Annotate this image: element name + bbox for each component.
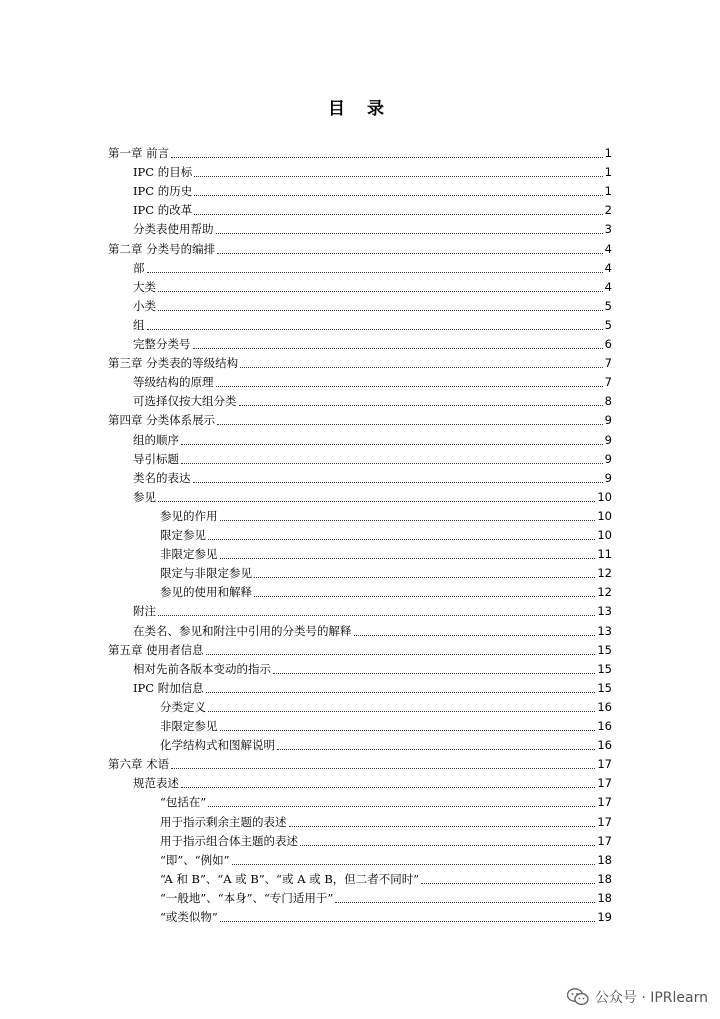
toc-entry-page: 18 bbox=[597, 871, 612, 886]
dot-leader bbox=[171, 157, 603, 158]
toc-entry[interactable] bbox=[133, 679, 612, 698]
toc-entry[interactable] bbox=[133, 259, 612, 278]
toc-entry-page: 17 bbox=[597, 776, 612, 791]
toc-entry-page: 7 bbox=[604, 356, 612, 371]
toc-entry-label: 附注 bbox=[133, 604, 156, 619]
toc-entry-page: 12 bbox=[597, 566, 612, 581]
toc-entry-page: 17 bbox=[597, 833, 612, 848]
toc-entry-label: 组的顺序 bbox=[133, 432, 179, 447]
toc-entry-page: 7 bbox=[604, 375, 612, 390]
toc-entry[interactable] bbox=[133, 335, 612, 354]
toc-entry-label: “包括在” bbox=[160, 795, 207, 810]
toc-entry-label: 第四章 分类体系展示 bbox=[108, 413, 216, 428]
toc-entry-label: IPC 的改革 bbox=[133, 203, 193, 218]
toc-entry[interactable] bbox=[133, 488, 612, 507]
toc-entry[interactable] bbox=[160, 526, 612, 545]
toc-entry-page: 9 bbox=[604, 432, 612, 447]
toc-entry-label: 参见 bbox=[133, 489, 156, 504]
toc-entry-page: 4 bbox=[604, 279, 612, 294]
toc-entry-page: 10 bbox=[597, 508, 612, 523]
dot-leader bbox=[216, 233, 603, 234]
toc-entry-page: 1 bbox=[604, 184, 612, 199]
toc-entry[interactable] bbox=[160, 583, 612, 602]
dot-leader bbox=[158, 501, 595, 502]
toc-entry-label: 限定与非限定参见 bbox=[160, 566, 252, 581]
toc-entry[interactable] bbox=[160, 832, 612, 851]
toc-entry[interactable] bbox=[108, 144, 612, 163]
toc-entry-label: 限定参见 bbox=[160, 528, 206, 542]
dot-leader bbox=[158, 291, 603, 292]
toc-entry[interactable] bbox=[133, 297, 612, 316]
toc-entry-label: 参见的作用 bbox=[160, 508, 218, 523]
toc-entry-label: 第三章 分类表的等级结构 bbox=[108, 356, 239, 371]
toc-entry-page: 15 bbox=[597, 680, 612, 695]
dot-leader bbox=[217, 253, 603, 254]
toc-entry-label: 第六章 术语 bbox=[108, 757, 170, 772]
toc-entry-label: 部 bbox=[133, 260, 145, 275]
dot-leader bbox=[220, 558, 596, 559]
toc-entry-label: 导引标题 bbox=[133, 451, 179, 466]
dot-leader bbox=[220, 730, 596, 731]
toc-entry-label: 非限定参见 bbox=[160, 719, 218, 733]
toc-entry-page: 10 bbox=[597, 528, 612, 542]
toc-entry-page: 5 bbox=[604, 298, 612, 313]
dot-leader bbox=[217, 424, 603, 425]
toc-entry[interactable] bbox=[133, 278, 612, 297]
toc-entry-page: 10 bbox=[597, 489, 612, 504]
toc-entry-label: 在类名、参见和附注中引用的分类号的解释 bbox=[133, 623, 352, 638]
toc-entry-page: 19 bbox=[597, 910, 612, 924]
dot-leader bbox=[277, 749, 595, 750]
dot-leader bbox=[194, 176, 602, 177]
toc-entry-label: 小类 bbox=[133, 298, 156, 313]
toc-entry-label: 可选择仅按大组分类 bbox=[133, 394, 237, 409]
toc-entry[interactable] bbox=[133, 220, 612, 239]
toc-entry-label: 第二章 分类号的编排 bbox=[108, 241, 216, 256]
dot-leader bbox=[158, 615, 595, 616]
dot-leader bbox=[240, 367, 603, 368]
toc-entry[interactable] bbox=[108, 755, 612, 774]
toc-entry-page: 1 bbox=[604, 146, 612, 160]
toc-entry[interactable] bbox=[108, 411, 612, 430]
toc-entry[interactable] bbox=[160, 545, 612, 564]
toc-entry-label: 第一章 前言 bbox=[108, 146, 170, 160]
toc-entry[interactable] bbox=[160, 813, 612, 832]
toc-entry-label: “一般地”、“本身”、“专门适用于” bbox=[160, 890, 334, 905]
toc-entry-label: 用于指示组合体主题的表述 bbox=[160, 833, 298, 848]
toc-entry-page: 6 bbox=[604, 337, 612, 351]
toc-entry-page: 3 bbox=[604, 222, 612, 237]
dot-leader bbox=[208, 711, 595, 712]
toc-entry-label: 规范表述 bbox=[133, 776, 179, 791]
toc-entry-page: 16 bbox=[597, 738, 612, 753]
toc-entry-label: IPC 的历史 bbox=[133, 184, 193, 199]
dot-leader bbox=[171, 768, 595, 769]
dot-leader bbox=[208, 806, 595, 807]
toc-entry-label: 分类表使用帮助 bbox=[133, 222, 214, 237]
toc-entry[interactable] bbox=[133, 774, 612, 793]
dot-leader bbox=[158, 310, 603, 311]
toc-entry[interactable] bbox=[133, 163, 612, 182]
toc-entry[interactable] bbox=[133, 316, 612, 335]
toc-entry-page: 12 bbox=[597, 585, 612, 600]
toc-entry-label: 用于指示剩余主题的表述 bbox=[160, 814, 287, 829]
toc-entry[interactable] bbox=[133, 622, 612, 641]
toc-entry-page: 13 bbox=[597, 604, 612, 619]
dot-leader bbox=[239, 405, 603, 406]
toc-entry-label: 化学结构式和图解说明 bbox=[160, 738, 275, 753]
toc-entry-label: 完整分类号 bbox=[133, 337, 191, 351]
dot-leader bbox=[193, 348, 603, 349]
toc-entry-page: 4 bbox=[604, 241, 612, 256]
toc-entry-page: 15 bbox=[597, 642, 612, 657]
toc-entry-page: 9 bbox=[604, 413, 612, 428]
toc-entry[interactable] bbox=[108, 641, 612, 660]
toc-entry[interactable] bbox=[160, 851, 612, 870]
dot-leader bbox=[208, 539, 595, 540]
toc-entry[interactable] bbox=[160, 717, 612, 736]
toc-entry-label: 组 bbox=[133, 317, 145, 332]
dot-leader bbox=[193, 482, 603, 483]
toc-entry-label: 大类 bbox=[133, 279, 156, 294]
dot-leader bbox=[194, 214, 602, 215]
toc-entry-page: 16 bbox=[597, 719, 612, 733]
dot-leader bbox=[181, 787, 595, 788]
toc-entry-page: 16 bbox=[597, 699, 612, 714]
toc-entry[interactable] bbox=[160, 793, 612, 812]
dot-leader bbox=[289, 826, 596, 827]
toc-entry-page: 1 bbox=[604, 165, 612, 180]
wechat-icon bbox=[567, 988, 589, 1006]
toc-entry[interactable] bbox=[133, 182, 612, 201]
dot-leader bbox=[181, 463, 603, 464]
dot-leader bbox=[421, 883, 595, 884]
toc-entry-page: 2 bbox=[604, 203, 612, 218]
toc-entry[interactable] bbox=[108, 240, 612, 259]
toc-entry[interactable] bbox=[160, 564, 612, 583]
toc-entry[interactable] bbox=[133, 392, 612, 411]
dot-leader bbox=[254, 596, 595, 597]
toc-entry-page: 11 bbox=[597, 547, 612, 562]
dot-leader bbox=[181, 444, 603, 445]
toc-entry[interactable] bbox=[108, 354, 612, 373]
dot-leader bbox=[335, 902, 595, 903]
dot-leader bbox=[300, 845, 595, 846]
toc-entry-page: 5 bbox=[604, 317, 612, 332]
toc-entry-label: 分类定义 bbox=[160, 699, 206, 714]
dot-leader bbox=[354, 635, 596, 636]
dot-leader bbox=[206, 692, 596, 693]
toc-entry-page: 17 bbox=[597, 814, 612, 829]
dot-leader bbox=[206, 654, 596, 655]
toc-entry-page: 18 bbox=[597, 890, 612, 905]
toc-entry-label: “或类似物” bbox=[160, 910, 218, 924]
toc-entry[interactable] bbox=[133, 450, 612, 469]
toc-entry-page: 15 bbox=[597, 661, 612, 676]
toc-entry-page: 9 bbox=[604, 470, 612, 485]
watermark bbox=[567, 987, 708, 1007]
toc-entry-page: 9 bbox=[604, 451, 612, 466]
toc-entry-label: “即”、“例如” bbox=[160, 852, 230, 867]
toc-entry[interactable] bbox=[133, 201, 612, 220]
dot-leader bbox=[254, 577, 595, 578]
toc-entry-label: 类名的表达 bbox=[133, 470, 191, 485]
page-title: 目 录 bbox=[328, 99, 392, 119]
toc-entry[interactable] bbox=[160, 736, 612, 755]
toc-entry-page: 17 bbox=[597, 757, 612, 772]
toc-entry-label: “A 和 B”、“A 或 B”、“或 A 或 B，但二者不同时” bbox=[160, 871, 420, 886]
dot-leader bbox=[147, 329, 603, 330]
toc-entry[interactable] bbox=[160, 908, 612, 927]
dot-leader bbox=[220, 921, 596, 922]
toc-entry[interactable] bbox=[160, 698, 612, 717]
toc-entry-label: IPC 的目标 bbox=[133, 165, 193, 180]
dot-leader bbox=[216, 386, 603, 387]
toc-entry[interactable] bbox=[160, 889, 612, 908]
toc-entry[interactable] bbox=[133, 660, 612, 679]
toc-entry-label: 非限定参见 bbox=[160, 547, 218, 562]
dot-leader bbox=[220, 520, 596, 521]
toc-entry-label: 相对先前各版本变动的指示 bbox=[133, 661, 271, 676]
toc-entry[interactable] bbox=[133, 602, 612, 621]
toc-entry-page: 13 bbox=[597, 623, 612, 638]
watermark-text: 公众号 · IPRlearn bbox=[594, 990, 708, 1006]
dot-leader bbox=[273, 673, 595, 674]
toc-entry-label: IPC 附加信息 bbox=[133, 680, 204, 695]
toc-entry-page: 17 bbox=[597, 795, 612, 810]
dot-leader bbox=[194, 195, 602, 196]
toc-entry-page: 4 bbox=[604, 260, 612, 275]
dot-leader bbox=[232, 864, 596, 865]
toc-entry[interactable] bbox=[133, 431, 612, 450]
toc-entry[interactable] bbox=[160, 870, 612, 889]
toc-entry[interactable] bbox=[133, 469, 612, 488]
toc-entry-page: 18 bbox=[597, 852, 612, 867]
dot-leader bbox=[147, 272, 603, 273]
toc-entry-label: 第五章 使用者信息 bbox=[108, 642, 204, 657]
toc-entry-page: 8 bbox=[604, 394, 612, 409]
toc-entry-label: 等级结构的原理 bbox=[133, 375, 214, 390]
toc-entry[interactable] bbox=[133, 373, 612, 392]
toc-entry-label: 参见的使用和解释 bbox=[160, 585, 252, 600]
toc-entry[interactable] bbox=[160, 507, 612, 526]
